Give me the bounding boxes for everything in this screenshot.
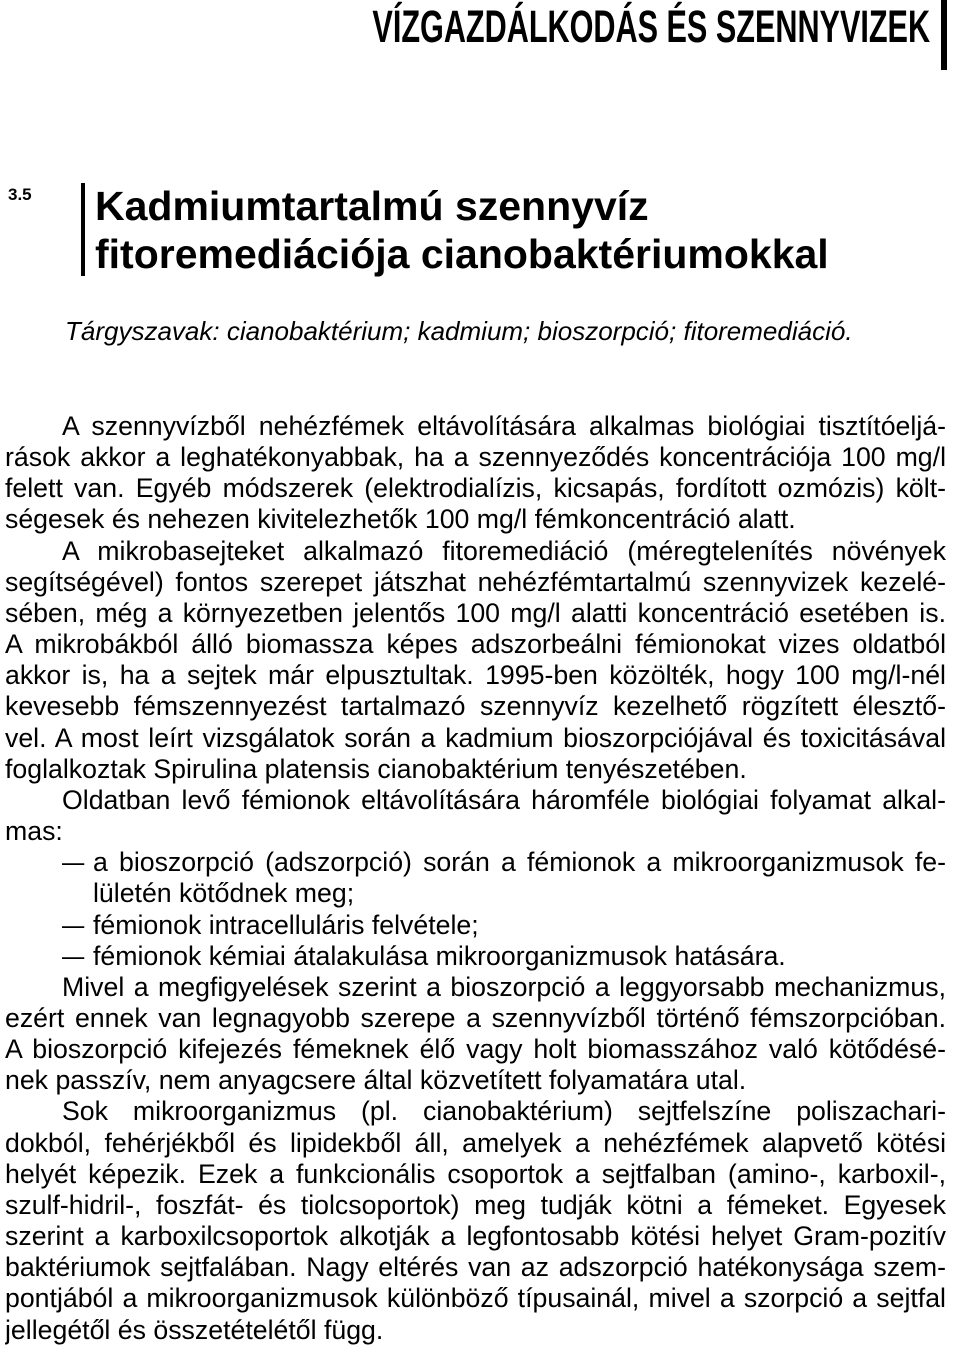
- text-line: ségesek és nehezen kivitelezhetők 100 mg/l fémkoncentráció alatt.: [5, 504, 796, 535]
- paragraph: [5, 972, 946, 1097]
- title-vertical-rule: [81, 183, 85, 276]
- title-line: Kadmiumtartalmú szennyvíz: [95, 183, 649, 229]
- list-item: [5, 847, 946, 909]
- text-line: felett van. Egyéb módszerek (elektrodialízis, kicsapás, fordított ozmózis) költ-: [5, 473, 946, 504]
- text-line: rások akkor a leghatékonyabbak, ha a szennyeződés koncentrációja 100 mg/l: [5, 442, 946, 473]
- list-item-text: fémionok intracelluláris felvétele;: [93, 909, 479, 940]
- text-line: ezért ennek van legnagyobb szerepe a szennyvízből történő fémszorpcióban.: [5, 1002, 946, 1033]
- text-line: jellegétől és összetételétől függ.: [5, 1314, 384, 1345]
- dash-bullet: –: [62, 847, 85, 878]
- list-item-text: a bioszorpció (adszorpció) során a fémionok a mikroorganizmusok fe-: [93, 847, 946, 878]
- text-line: helyét képezik. Ezek a funkcionális csoportok a sejtfalban (amino-, karboxil-,: [5, 1158, 946, 1189]
- text-line: Mivel a megfigyelések szerint a bioszorpció a leggyorsabb mechanizmus,: [62, 971, 946, 1002]
- keywords-line: Tárgyszavak: cianobaktérium; kadmium; bioszorpció; fitoremediáció.: [65, 316, 853, 346]
- text-line: [5, 941, 946, 972]
- paragraph: [5, 411, 946, 536]
- text-line: [5, 847, 946, 878]
- article-body: [5, 411, 946, 1346]
- article-title: [95, 182, 829, 278]
- text-line: kevesebb fémszennyezést tartalmazó szennyvíz kezelhető rögzített élesztő-: [5, 691, 946, 722]
- text-line: mas:: [5, 816, 63, 847]
- title-line: fitoremediációja cianobaktériumokkal: [95, 231, 829, 277]
- text-line: baktériumok sejtfalában. Nagy eltérés van az adszorpció hatékonysága szem-: [5, 1252, 946, 1283]
- section-number: 3.5: [8, 185, 32, 204]
- text-line: A szennyvízből nehézfémek eltávolítására alkalmas biológiai tisztítóeljá-: [62, 411, 946, 441]
- text-line: pontjából a mikroorganizmusok különböző típusainál, mivel a szorpció a sejtfal: [5, 1283, 946, 1314]
- text-line: Sok mikroorganizmus (pl. cianobaktérium) sejtfelszíne poliszachari-: [62, 1096, 946, 1127]
- text-line: foglalkoztak Spirulina platensis cianobaktérium tenyészetében.: [5, 753, 747, 784]
- text-line: lületén kötődnek meg;: [93, 878, 355, 909]
- text-line: szulf-hidril-, foszfát- és tiolcsoportok) meg tudják kötni a fémeket. Egyesek: [5, 1189, 946, 1220]
- header-vertical-bar: [941, 0, 947, 70]
- dash-bullet: –: [62, 909, 85, 940]
- text-line: A mikrobasejteket alkalmazó fitoremediáció (méregtelenítés növények: [62, 535, 946, 566]
- text-line: Oldatban levő fémionok eltávolítására háromféle biológiai folyamat alkal-: [62, 784, 946, 815]
- text-line: akkor is, ha a sejtek már elpusztultak. 1995-ben közölték, hogy 100 mg/l-nél: [5, 660, 946, 691]
- dash-bullet: –: [62, 940, 85, 971]
- text-line: sében, még a környezetben jelentős 100 mg/l alatti koncentráció esetében is.: [5, 597, 946, 628]
- dash-list: [5, 847, 946, 972]
- list-item: [5, 941, 946, 972]
- text-line: A mikrobákból álló biomassza képes adszorbeálni fémionokat vizes oldatból: [5, 629, 946, 660]
- paragraph: [5, 1096, 946, 1345]
- text-line: szerint a karboxilcsoportok alkotják a legfontosabb kötési helyet Gram-pozitív: [5, 1221, 946, 1252]
- text-line: segítségével) fontos szerepet játszhat nehézfémtartalmú szennyvizek kezelé-: [5, 566, 946, 597]
- text-line: nek passzív, nem anyagcsere által közvetített folyamatára utal.: [5, 1065, 747, 1096]
- text-line: [5, 910, 946, 941]
- text-line: dokból, fehérjékből és lipidekből áll, amelyek a nehézfémek alapvető kötési: [5, 1127, 946, 1158]
- paragraph: [5, 536, 946, 785]
- text-line: A bioszorpció kifejezés fémeknek élő vagy holt biomasszához való kötődésé-: [5, 1034, 946, 1065]
- paragraph: [5, 785, 946, 847]
- list-item-text: fémionok kémiai átalakulása mikroorganizmusok hatására.: [93, 940, 786, 971]
- running-header-title: VÍZGAZDÁLKODÁS ÉS SZENNYVIZEK: [372, 1, 930, 52]
- list-item: [5, 910, 946, 941]
- text-line: vel. A most leírt vizsgálatok során a kadmium bioszorpciójával és toxicitásával: [5, 722, 946, 753]
